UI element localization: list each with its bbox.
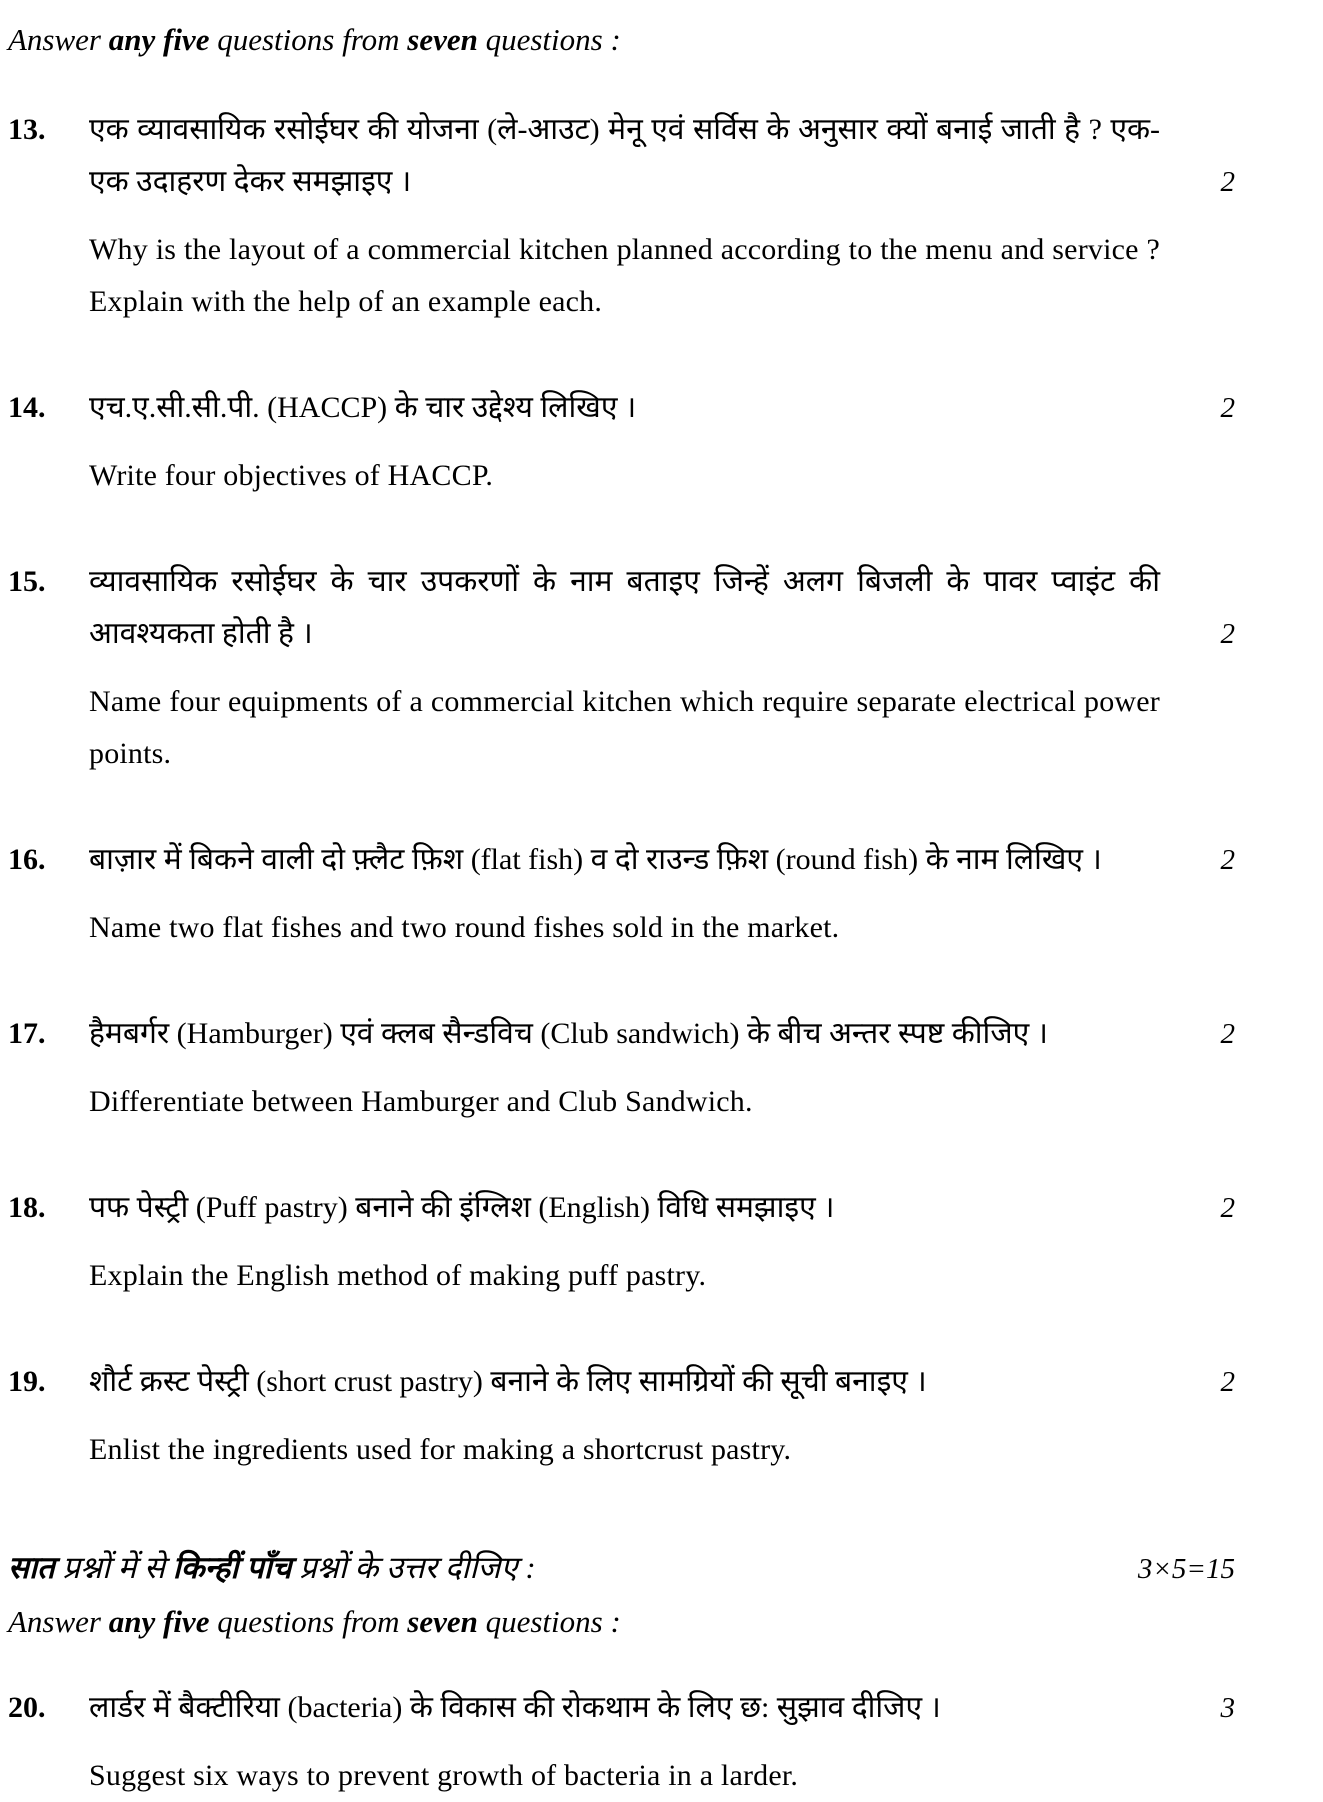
question-18-english-text: Explain the English method of making puff pastry. [89,1259,707,1292]
question-20-number: 20. [8,1691,46,1724]
section2-english-instruction [8,1600,1233,1644]
question-15-hindi-text: व्यावसायिक रसोईघर के चार उपकरणों के नाम बताइए जिन्हें अलग बिजली के पावर प्वाइंट की आवश्यकता होती है । [89,565,1160,650]
section2-hindi-instruction [8,1544,1138,1592]
instruction-bold-saat: सात [8,1550,55,1585]
question-16-english-text: Name two flat fishes and two round fishes sold in the market. [89,911,840,944]
instruction-bold-seven: seven [407,22,478,57]
instruction-bold-seven: seven [407,1604,478,1639]
question-18 [0,1182,1323,1302]
question-14-english-text: Write four objectives of HACCP. [89,459,494,492]
question-16-hindi-text: बाज़ार में बिकने वाली दो फ़्लैट फ़िश (flat fish) व दो राउन्ड फ़िश (round fish) के नाम लिखिए । [89,843,1102,876]
question-19-hindi-text: शौर्ट क्रस्ट पेस्ट्री (short crust pastry) बनाने के लिए सामग्रियों की सूची बनाइए । [89,1365,927,1398]
question-19-english-text: Enlist the ingredients used for making a shortcrust pastry. [89,1433,792,1466]
instruction-text: प्रश्नों में से [54,1550,173,1585]
instruction-text: questions from [209,1604,408,1639]
question-17-english-text: Differentiate between Hamburger and Club Sandwich. [89,1085,753,1118]
instruction-text: Answer [8,22,109,57]
instruction-text: Answer [8,1604,109,1639]
instruction-text: questions from [209,22,408,57]
question-13 [0,104,1323,328]
question-14-marks: 2 [1220,392,1235,424]
instruction-text: प्रश्नों के उत्तर दीजिए : [291,1550,536,1585]
question-15-english-text: Name four equipments of a commercial kitchen which require separate electrical power points. [89,685,1160,770]
question-17-marks: 2 [1220,1018,1235,1050]
instruction-text: questions : [477,22,621,57]
question-15 [0,556,1323,780]
question-19-marks: 2 [1220,1366,1235,1398]
question-19 [0,1356,1323,1476]
question-19-number: 19. [8,1365,46,1398]
question-20-marks: 3 [1220,1692,1235,1724]
question-15-number: 15. [8,565,46,598]
section1-english-instruction [8,18,1233,62]
question-16-number: 16. [8,843,46,876]
question-20 [0,1682,1323,1802]
question-18-number: 18. [8,1191,46,1224]
question-18-marks: 2 [1220,1192,1235,1224]
instruction-text: questions : [477,1604,621,1639]
question-14-number: 14. [8,391,46,424]
section2-marks-formula: 3×5=15 [1137,1553,1235,1585]
question-16-marks: 2 [1220,844,1235,876]
question-14 [0,382,1323,502]
question-13-number: 13. [8,113,46,146]
question-16 [0,834,1323,954]
section2-header [0,1544,1323,1592]
question-17-hindi-text: हैमबर्गर (Hamburger) एवं क्लब सैन्डविच (Club sandwich) के बीच अन्तर स्पष्ट कीजिए । [89,1017,1049,1050]
question-14-hindi-text: एच.ए.सी.सी.पी. (HACCP) के चार उद्देश्य लिखिए । [89,391,637,424]
instruction-bold-any-five: any five [108,1604,210,1639]
question-17 [0,1008,1323,1128]
question-15-marks: 2 [1220,618,1235,650]
instruction-bold-any-five: any five [108,22,210,57]
question-13-english-text: Why is the layout of a commercial kitchen planned according to the menu and service ? Explain with the help of an example each. [89,233,1160,318]
question-18-hindi-text: पफ पेस्ट्री (Puff pastry) बनाने की इंग्लिश (English) विधि समझाइए । [89,1191,835,1224]
question-20-english-text: Suggest six ways to prevent growth of bacteria in a larder. [89,1759,799,1792]
question-17-number: 17. [8,1017,46,1050]
instruction-bold-kinhi-paanch: किन्हीं पाँच [172,1550,292,1585]
question-20-hindi-text: लार्डर में बैक्टीरिया (bacteria) के विकास की रोकथाम के लिए छ: सुझाव दीजिए । [89,1691,941,1724]
question-13-hindi-text: एक व्यावसायिक रसोईघर की योजना (ले-आउट) मेनू एवं सर्विस के अनुसार क्यों बनाई जाती है ? एक-एक उदाहरण देकर समझाइए । [89,113,1160,198]
question-13-marks: 2 [1220,166,1235,198]
